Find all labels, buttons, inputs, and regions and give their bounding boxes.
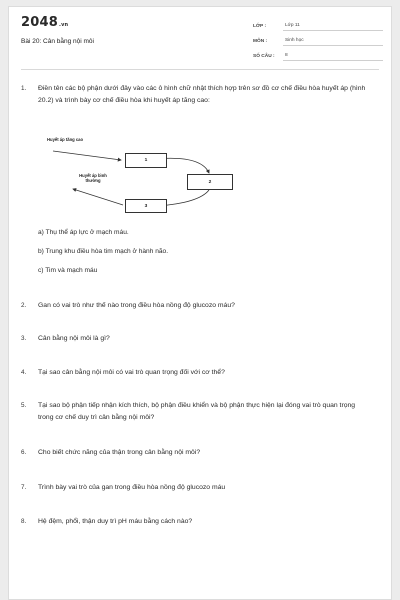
meta-fields	[253, 16, 383, 61]
meta-subject-label: MÔN :	[253, 39, 268, 44]
question-text: Cân bằng nội môi là gì?	[38, 335, 110, 342]
meta-class-value: Lớp 11	[283, 23, 383, 31]
diagram-box-3: 3	[125, 199, 167, 213]
question-text: Cho biết chức năng của thận trong cân bằng nội môi?	[38, 449, 201, 456]
header-divider	[21, 69, 379, 70]
question-text: Điền tên các bộ phận dưới đây vào các ô hình chữ nhật thích hợp trên sơ đồ cơ chế điều hòa huyết áp (hình 20.2) và trình bày cơ chế điều hòa khi huyết áp tăng cao:	[38, 85, 366, 104]
label-normal-pressure: Huyết áp bình thường	[79, 173, 107, 183]
option-b: b) Trung khu điều hòa tim mạch ở hành não.	[38, 248, 169, 255]
option-c: c) Tim và mạch máu	[38, 267, 98, 274]
question-number: 5.	[21, 402, 27, 409]
question-text: Trình bày vai trò của gan trong điều hòa nồng độ glucozo máu	[38, 484, 226, 491]
meta-count-row	[253, 46, 383, 61]
logo-suffix: .vn	[58, 22, 69, 28]
meta-class-label: LỚP :	[253, 24, 267, 29]
question-number: 3.	[21, 335, 27, 342]
blood-pressure-diagram	[33, 133, 233, 215]
logo-text: 2048	[21, 15, 58, 30]
question-number: 1.	[21, 85, 27, 92]
meta-subject-value: Sinh học	[283, 38, 383, 46]
question-text: Hệ đệm, phổi, thận duy trì pH máu bằng cách nào?	[38, 518, 193, 525]
label-high-pressure: Huyết áp tăng cao	[47, 137, 84, 142]
question-number: 8.	[21, 518, 27, 525]
question-number: 2.	[21, 302, 27, 309]
question-1	[21, 83, 371, 123]
diagram-box-2: 2	[187, 174, 233, 190]
question-number: 6.	[21, 449, 27, 456]
question-text: Tại sao cân bằng nội môi có vai trò quan trọng đối với cơ thể?	[38, 369, 225, 376]
meta-subject-row	[253, 31, 383, 46]
question-number: 7.	[21, 484, 27, 491]
question-number: 4.	[21, 369, 27, 376]
site-logo[interactable]	[21, 15, 68, 30]
meta-class-row	[253, 16, 383, 31]
meta-count-value: 8	[283, 53, 383, 61]
meta-count-label: SỐ CÂU :	[253, 54, 275, 59]
option-a: a) Thụ thể áp lực ở mạch máu.	[38, 229, 129, 236]
diagram-box-1: 1	[125, 153, 167, 168]
question-text: Tại sao bộ phận tiếp nhận kích thích, bộ phận điều khiển và bộ phận thực hiện lại đóng vai trò quan trọng trong cơ chế duy trì cân bằng nội môi?	[38, 402, 356, 421]
worksheet-page	[8, 6, 392, 600]
question-text: Gan có vai trò như thế nào trong điều hòa nồng độ glucozo máu?	[38, 302, 235, 309]
lesson-title: Bài 20: Cân bằng nội môi	[21, 38, 94, 45]
